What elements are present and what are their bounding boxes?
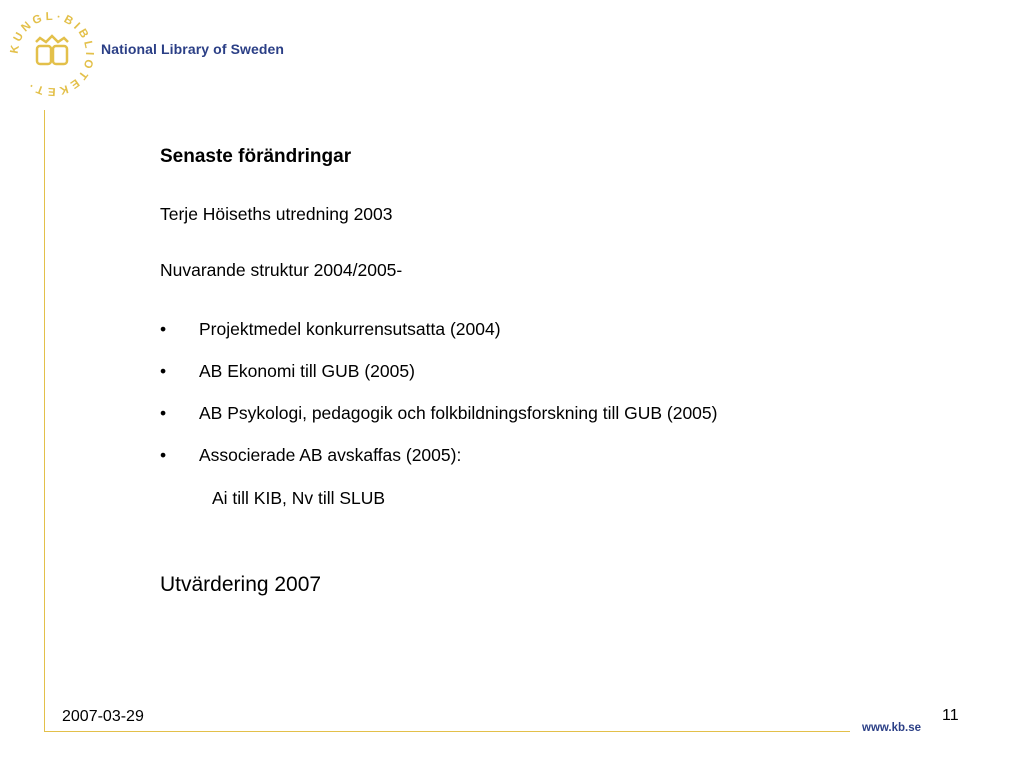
- slide-title: Senaste förändringar: [160, 146, 352, 167]
- bullet-text: Associerade AB avskaffas (2005):: [199, 445, 462, 465]
- text-line-1: Terje Höiseths utredning 2003: [160, 204, 393, 224]
- sub-line: Ai till KIB, Nv till SLUB: [212, 488, 386, 508]
- kb-logo: [6, 8, 98, 100]
- evaluation-line: Utvärdering 2007: [160, 573, 322, 596]
- gold-horizontal-rule: [44, 731, 850, 732]
- crown-book-icon: [36, 36, 68, 64]
- footer-url: www.kb.se: [862, 722, 922, 734]
- bullet-text: AB Ekonomi till GUB (2005): [199, 361, 415, 381]
- bullet-icon: •: [160, 319, 167, 339]
- text-line-2: Nuvarande struktur 2004/2005-: [160, 260, 403, 280]
- bullet-icon: •: [160, 403, 167, 423]
- bullet-icon: •: [160, 361, 167, 381]
- logo-ring-text: KUNGL·BIBLIOTEKET·: [8, 10, 96, 98]
- org-name: National Library of Sweden: [101, 41, 285, 57]
- footer-date: 2007-03-29: [62, 708, 144, 725]
- page-number: 11: [942, 707, 959, 724]
- bullet-text: Projektmedel konkurrensutsatta (2004): [199, 319, 501, 339]
- bullet-text: AB Psykologi, pedagogik och folkbildningsforskning till GUB (2005): [199, 403, 718, 423]
- gold-vertical-rule: [44, 110, 45, 732]
- bullet-icon: •: [160, 445, 167, 465]
